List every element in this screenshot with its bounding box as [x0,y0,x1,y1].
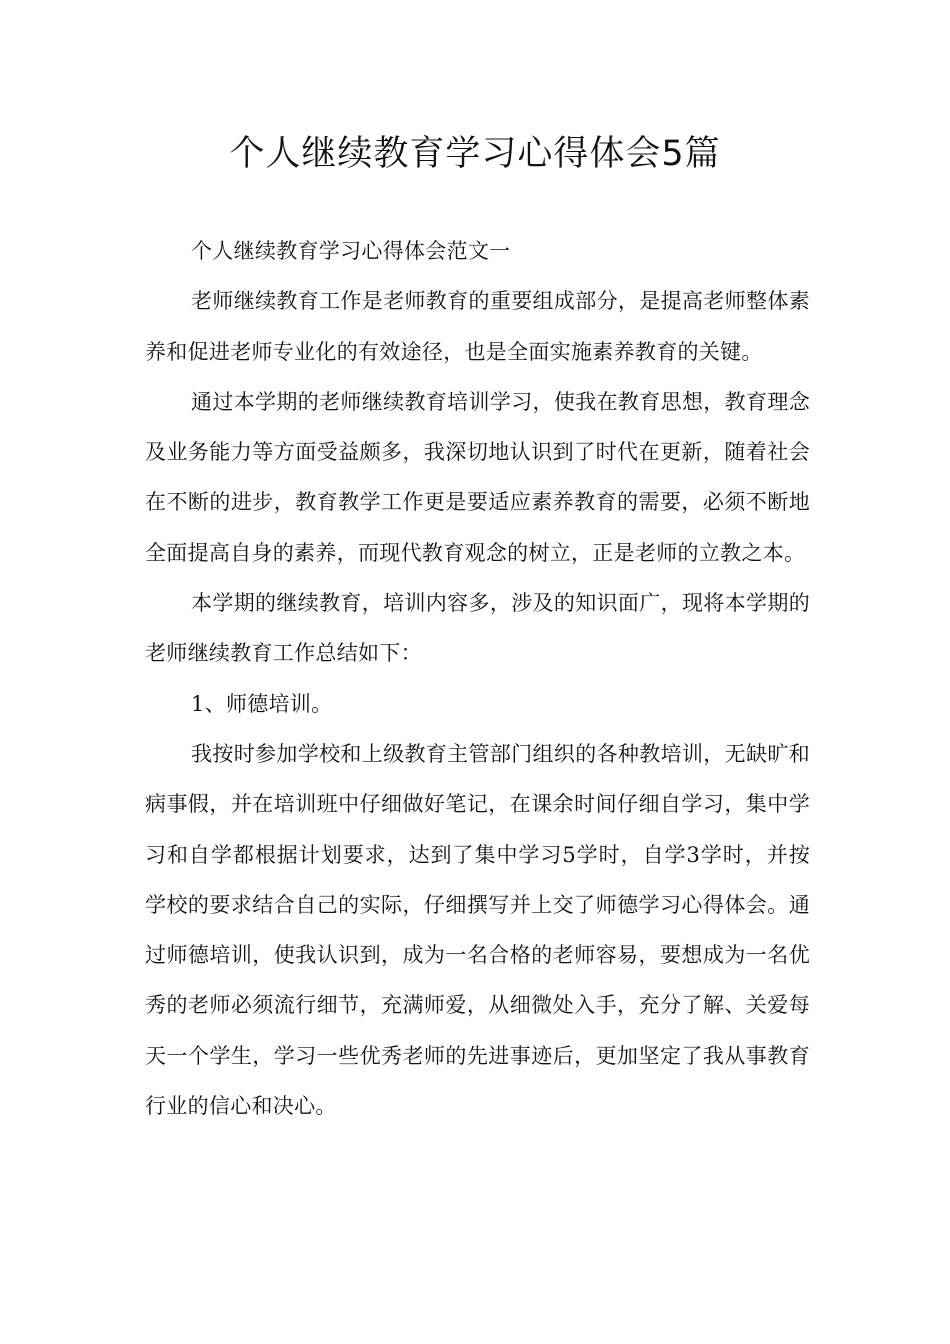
document-body [145,226,810,1131]
paragraph: 老师继续教育工作是老师教育的重要组成部分，是提高老师整体素养和促进老师专业化的有效途径，也是全面实施素养教育的关键。 [145,289,810,364]
paragraph: 通过本学期的老师继续教育培训学习，使我在教育思想，教育理念及业务能力等方面受益颇多，我深切地认识到了时代在更新，随着社会在不断的进步，教育教学工作更是要适应素养教育的需要，必须不断地全面提高自身的素养，而现代教育观念的树立，正是老师的立教之本。 [145,389,810,565]
document-title: 个人继续教育学习心得体会5篇 [229,134,721,174]
paragraph: 本学期的继续教育，培训内容多，涉及的知识面广，现将本学期的老师继续教育工作总结如下： [145,591,810,666]
section-heading: 个人继续教育学习心得体会范文一 [191,239,511,263]
paragraph: 我按时参加学校和上级教育主管部门组织的各种教培训，无缺旷和病事假，并在培训班中仔细做好笔记，在课余时间仔细自学习，集中学习和自学都根据计划要求，达到了集中学习5学时，自学3学时，并按学校的要求结合自己的实际，仔细撰写并上交了师德学习心得体会。通过师德培训，使我认识到，成为一名合格的老师容易，要想成为一名优秀的老师必须流行细节，充满师爱，从细微处入手，充分了解、关爱每天一个学生，学习一些优秀老师的先进事迹后，更加坚定了我从事教育行业的信心和决心。 [145,741,810,1119]
list-item-heading: 1、师德培训。 [191,691,333,716]
